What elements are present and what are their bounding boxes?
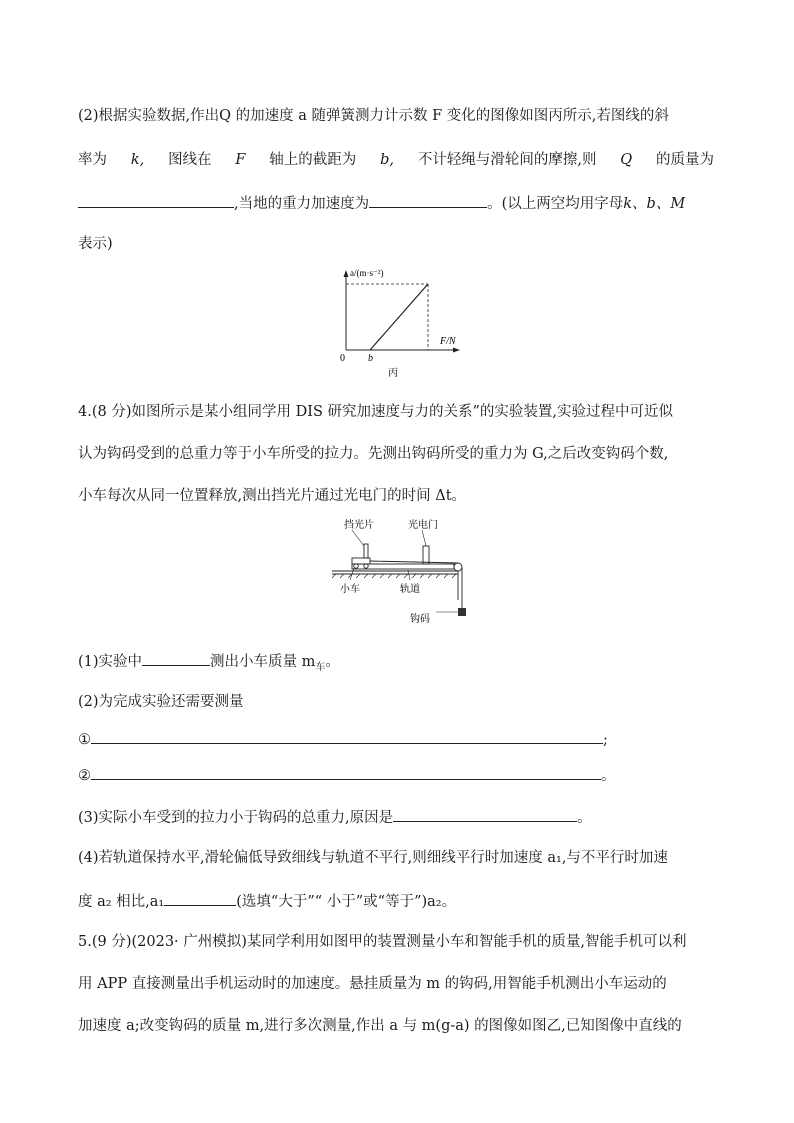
origin-label: 0 <box>340 353 345 364</box>
q4-p2-item2 <box>78 764 616 786</box>
q3-text-b: 图线在 <box>168 152 212 168</box>
light-shade <box>364 544 368 558</box>
q4-p1 <box>78 650 340 678</box>
answer-blank-mass[interactable] <box>78 192 234 208</box>
answer-blank-p3[interactable] <box>393 806 577 822</box>
q3-text-a: 率为 <box>78 152 107 168</box>
q4-p3-text: (3)实际小车受到的拉力小于钩码的总重力,原因是 <box>78 810 394 826</box>
q5-line1: 5.(9 分)(2023· 广州模拟)某同学利用如图甲的装置测量小车和智能手机的质量,智能手机可以利 <box>78 934 687 950</box>
cart <box>352 558 370 564</box>
q4-p2-item1-marker: ① <box>78 732 91 748</box>
q4-line2: 认为钩码受到的总重力等于小车所受的拉力。先测出钩码所受的重力为 G,之后改变钩码个数, <box>78 446 669 462</box>
q3-var-b: b, <box>380 152 395 168</box>
answer-blank-p2-1[interactable] <box>91 728 603 744</box>
apparatus-figure <box>326 516 476 628</box>
q3-part2-line3 <box>78 192 685 214</box>
answer-blank-p1[interactable] <box>142 650 210 666</box>
q4-p2-item1 <box>78 728 608 750</box>
q3-text-e: 的质量为 <box>656 152 714 168</box>
graph-caption: 丙 <box>388 368 398 379</box>
y-axis-arrow <box>344 270 349 277</box>
q4-p4-line1: (4)若轨道保持水平,滑轮偏低导致细线与轨道不平行,则细线平行时加速度 a₁,与不平行时加速 <box>78 850 668 866</box>
shade-label: 挡光片 <box>344 520 374 531</box>
q4-p1-text-a: (1)实验中 <box>78 654 143 670</box>
cart-wheel-right <box>364 564 368 568</box>
q5-line3: 加速度 a;改变钩码的质量 m,进行多次测量,作出 a 与 m(g-a) 的图像如图乙,已知图像中直线的 <box>78 1018 682 1034</box>
q4-line1: 4.(8 分)如图所示是某小组同学用 DIS 研究加速度与力的关系”的实验装置,实验过程中可近似 <box>78 404 674 420</box>
q3-part2-line4: 表示) <box>78 236 113 252</box>
answer-blank-p4[interactable] <box>164 890 236 906</box>
q3-part2-line1: (2)根据实验数据,作出Q 的加速度 a 随弹簧测力计示数 F 变化的图像如图丙所示,若图线的斜 <box>78 108 669 124</box>
answer-blank-gravity[interactable] <box>369 192 487 208</box>
q3-var-F: F <box>235 152 246 168</box>
string-horizontal <box>370 561 458 563</box>
weight-label: 钩码 <box>410 614 430 625</box>
q5-line2: 用 APP 直接测量出手机运动时的加速度。悬挂质量为 m 的钩码,用智能手机测出小车运动的 <box>78 976 667 992</box>
q4-p1-sub: 车 <box>315 661 326 673</box>
q4-p4-text-a: 度 a₂ 相比,a₁ <box>78 894 165 910</box>
q3-line3-text-b: 。(以上两空均用字母 <box>487 196 624 212</box>
cart-label: 小车 <box>340 584 360 595</box>
x-axis-arrow <box>453 348 460 353</box>
graph-line <box>370 284 428 350</box>
q4-p1-text-b: 测出小车质量 m <box>210 654 316 670</box>
q4-line3: 小车每次从同一位置释放,测出挡光片通过光电门的时间 Δt。 <box>78 488 467 504</box>
q3-line3-vars: k、b、M <box>623 196 686 212</box>
q3-line3-text-a: ,当地的重力加速度为 <box>234 196 370 212</box>
q3-text-c: 轴上的截距为 <box>269 152 357 168</box>
q3-part2-line2 <box>78 150 714 170</box>
q4-p1-end: 。 <box>325 654 340 670</box>
cart-wheel-left <box>354 564 358 568</box>
y-axis-label: a/(m·s⁻²) <box>350 268 384 278</box>
photogate <box>423 546 429 564</box>
q4-p2-item2-end: 。 <box>601 768 616 784</box>
weight-block <box>458 608 466 616</box>
track-label: 轨道 <box>400 584 420 595</box>
q4-p4-text-b: (选填“大于”“ 小于”或“等于”)a₂。 <box>236 894 457 910</box>
answer-blank-p2-2[interactable] <box>91 764 601 780</box>
q4-p3 <box>78 806 592 828</box>
x-axis-label: F/N <box>440 336 456 347</box>
q3-var-Q: Q <box>620 152 633 168</box>
q4-p2: (2)为完成实验还需要测量 <box>78 694 244 710</box>
q3-var-k: k, <box>130 152 145 168</box>
pulley <box>454 563 462 571</box>
q4-p2-item1-end: ; <box>603 732 608 748</box>
gate-label: 光电门 <box>408 520 438 531</box>
q3-text-d: 不计轻绳与滑轮间的摩擦,则 <box>417 152 597 168</box>
q4-p2-item2-marker: ② <box>78 768 91 784</box>
intercept-label: b <box>368 353 373 364</box>
graph-bing <box>330 262 470 380</box>
q4-p4-line2 <box>78 890 456 912</box>
q4-p3-end: 。 <box>577 810 592 826</box>
